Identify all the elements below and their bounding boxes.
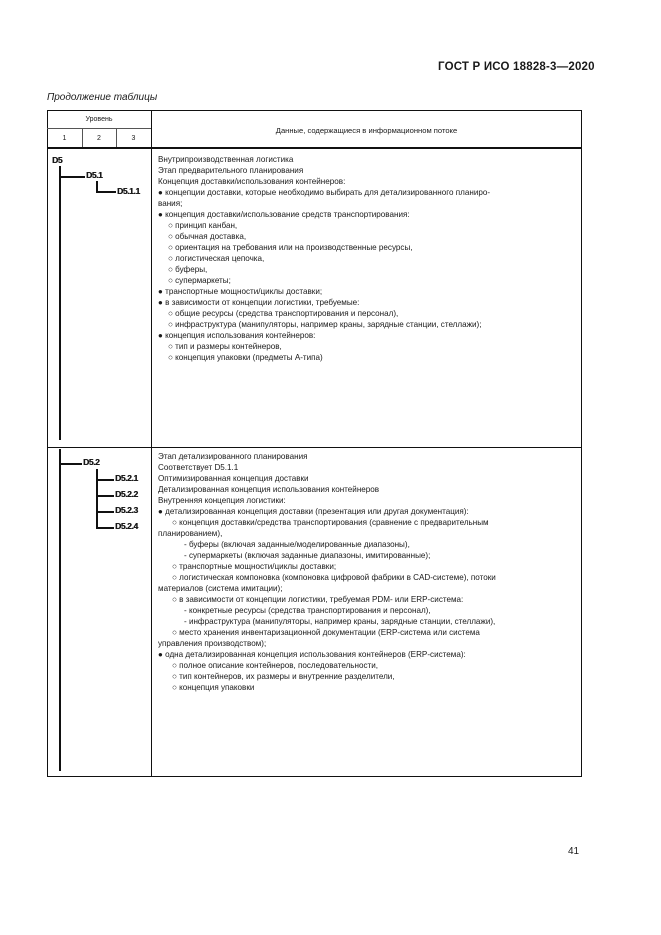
level-header: Уровень — [85, 116, 113, 123]
row1-line: ○ супермаркеты; — [168, 276, 231, 285]
tree-line-d5-2-1-horizontal — [96, 479, 114, 481]
code-d5: D5 — [52, 155, 63, 165]
tree-line-d5-2-horizontal — [59, 463, 82, 465]
header-bottom-line — [47, 147, 582, 149]
row1-line: ○ общие ресурсы (средства транспортирования и персонал), — [168, 309, 399, 318]
row2-line: - конкретные ресурсы (средства транспортирования и персонал), — [184, 606, 431, 615]
code-d5-1-1: D5.1.1 — [117, 186, 140, 196]
row2-line: - инфраструктура (манипуляторы, например краны, зарядные станции, стеллажи), — [184, 617, 496, 626]
code-d5-2-4: D5.2.4 — [115, 521, 138, 531]
row2-line: ○ в зависимости от концепции логистики, требуемая PDM- или ERP-система: — [172, 595, 464, 604]
row1-line: ● транспортные мощности/циклы доставки; — [158, 287, 323, 296]
tree-line-d5-2-3-horizontal — [96, 511, 114, 513]
row1-line: ● в зависимости от концепции логистики, требуемые: — [158, 298, 360, 307]
row2-line: планированием), — [158, 529, 223, 538]
tree-line-d5-vertical — [59, 166, 61, 440]
page-number: 41 — [568, 846, 580, 857]
code-d5-2-3: D5.2.3 — [115, 505, 138, 515]
row1-line: Этап предварительного планирования — [158, 166, 304, 175]
row2-line: ○ транспортные мощности/циклы доставки; — [172, 562, 337, 571]
data-column-header: Данные, содержащиеся в информационном потоке — [275, 126, 458, 135]
row1-line: Внутрипроизводственная логистика — [158, 155, 294, 164]
row1-line: ○ логистическая цепочка, — [168, 254, 265, 263]
tree-line-d5-2-vertical — [96, 469, 98, 529]
table-border-left — [47, 110, 48, 777]
row2-line: ● детализированная концепция доставки (презентация или другая документация): — [158, 507, 469, 516]
row1-line: ○ тип и размеры контейнеров, — [168, 342, 282, 351]
level-col-1: 1 — [62, 135, 67, 142]
row2-content — [158, 451, 578, 693]
row2-line: Этап детализированного планирования — [158, 452, 308, 461]
table-border-bottom — [47, 776, 582, 777]
row2-line: ○ место хранения инвентаризационной документации (ERP-система или система — [172, 628, 480, 637]
row2-line: ○ концепция доставки/средства транспортирования (сравнение с предварительным — [172, 518, 489, 527]
code-d5-2: D5.2 — [83, 457, 100, 467]
row2-line: материалов (система имитации); — [158, 584, 283, 593]
level-col-3: 3 — [131, 135, 136, 142]
tree-line-d5-continued — [59, 449, 61, 771]
table-column-divider — [151, 110, 152, 777]
row1-line: ● концепция доставки/использование средств транспортирования: — [158, 210, 410, 219]
row1-line: ○ буферы, — [168, 265, 208, 274]
row1-line: ● концепция использования контейнеров: — [158, 331, 316, 340]
table-continuation-label: Продолжение таблицы — [47, 92, 158, 103]
row2-line: Внутренняя концепция логистики: — [158, 496, 286, 505]
code-d5-2-2: D5.2.2 — [115, 489, 138, 499]
row1-line: ○ инфраструктура (манипуляторы, например краны, зарядные станции, стеллажи); — [168, 320, 482, 329]
row2-line: - буферы (включая заданные/моделированные диапазоны), — [184, 540, 410, 549]
row1-content — [158, 154, 578, 363]
code-d5-1: D5.1 — [86, 170, 103, 180]
row2-line: ○ тип контейнеров, их размеры и внутренние разделители, — [172, 672, 395, 681]
tree-line-d5-1-horizontal — [59, 176, 85, 178]
row2-line: Оптимизированная концепция доставки — [158, 474, 309, 483]
row1-line: ○ ориентация на требования или на производственные ресурсы, — [168, 243, 413, 252]
row2-line: - супермаркеты (включая заданные диапазоны, имитированные); — [184, 551, 431, 560]
level-col-2: 2 — [97, 135, 101, 142]
table-border-right — [581, 110, 582, 777]
level-subheader-line — [47, 128, 151, 129]
row2-line: ● одна детализированная концепция использования контейнеров (ERP-система): — [158, 650, 466, 659]
row2-line: ○ полное описание контейнеров, последовательности, — [172, 661, 379, 670]
row1-line: ○ обычная доставка, — [168, 232, 247, 241]
row2-line: ○ логистическая компоновка (компоновка цифровой фабрики в CAD-системе), потоки — [172, 573, 496, 582]
row-divider — [47, 447, 582, 448]
row2-line: управления производством); — [158, 639, 267, 648]
row2-line: Детализированная концепция использования контейнеров — [158, 485, 380, 494]
table-border-top — [47, 110, 582, 111]
document-header: ГОСТ Р ИСО 18828-3—2020 — [438, 61, 595, 73]
row2-line: ○ концепция упаковки — [172, 683, 255, 692]
row1-line: Концепция доставки/использования контейнеров: — [158, 177, 346, 186]
row2-line: Соответствует D5.1.1 — [158, 463, 239, 472]
tree-line-d5-2-2-horizontal — [96, 495, 114, 497]
row1-line: вания; — [158, 199, 183, 208]
code-d5-2-1: D5.2.1 — [115, 473, 138, 483]
row1-line: ○ концепция упаковки (предметы А-типа) — [168, 353, 323, 362]
row1-line: ○ принцип канбан, — [168, 221, 238, 230]
row1-line: ● концепции доставки, которые необходимо выбирать для детализированного планиро- — [158, 188, 491, 197]
tree-line-d5-2-4-horizontal — [96, 527, 114, 529]
tree-line-d5-1-1-horizontal — [96, 191, 116, 193]
